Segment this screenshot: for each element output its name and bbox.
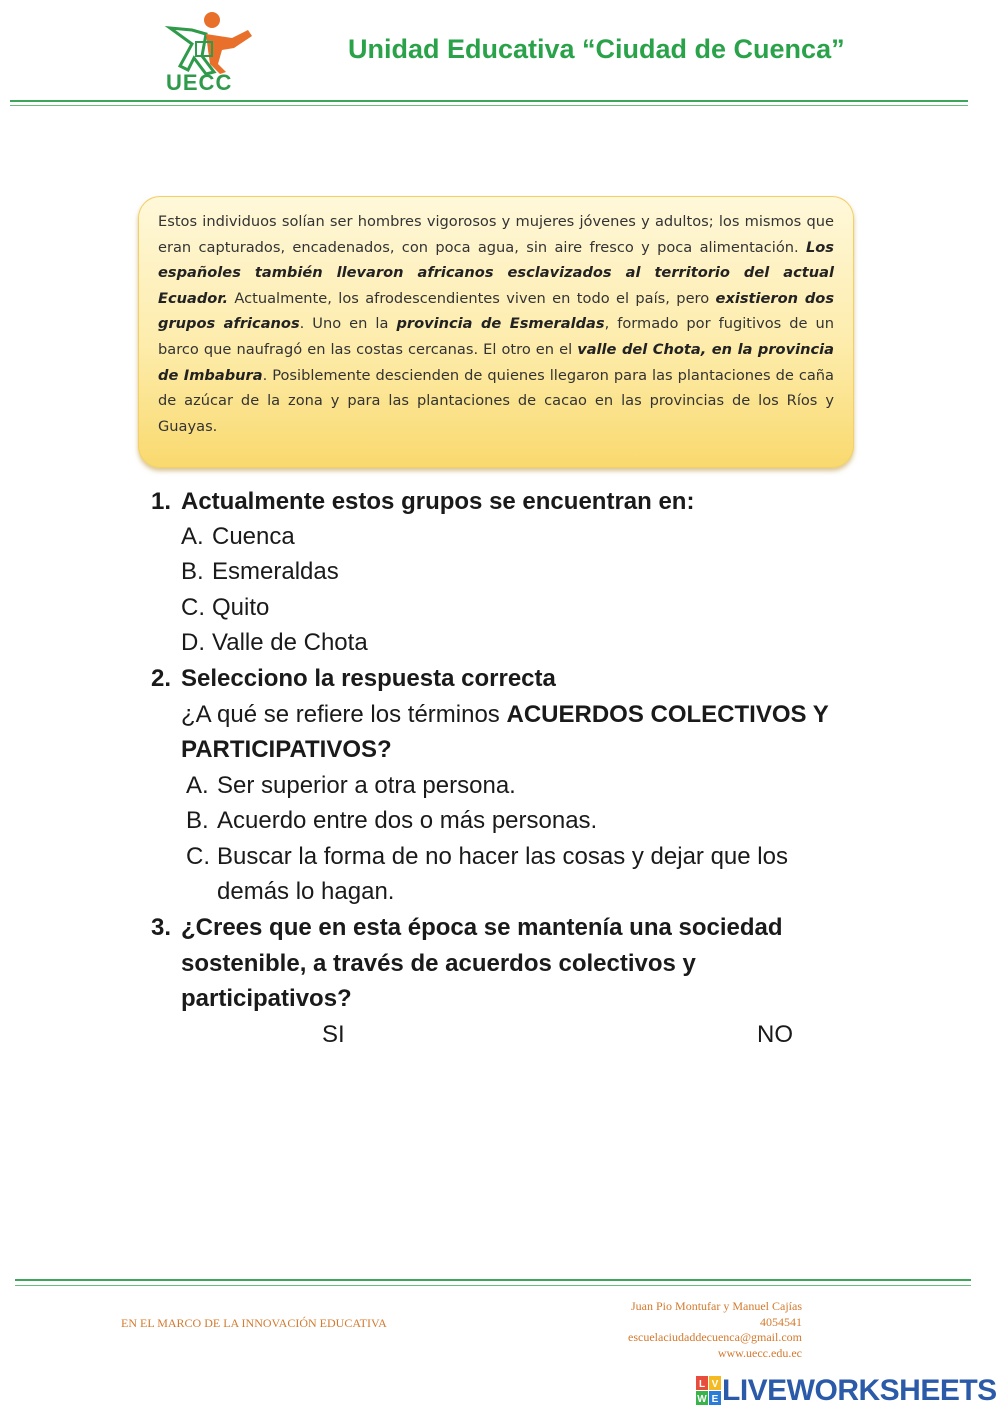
reading-sentence: . Posiblemente descienden de quienes llegaron para las plantaciones de caña de azúcar de la zona y para las plantaciones de cacao en las provincias de los Ríos y Guayas. — [158, 366, 834, 435]
answer-yes-option[interactable]: SI — [322, 1021, 345, 1048]
question-1-option-b[interactable] — [181, 558, 339, 586]
reading-emphasis: valle del Chota, en la provincia de Imbabura — [158, 340, 834, 384]
option-letter: C. — [186, 843, 210, 870]
question-1-text: Actualmente estos grupos se encuentran en: — [181, 488, 695, 515]
option-text: Quito — [212, 594, 270, 621]
question-1-option-c[interactable] — [181, 594, 269, 622]
badge-letter: V — [711, 1379, 719, 1390]
liveworksheets-text: LIVEWORKSHEETS — [722, 1374, 997, 1407]
badge-letter: W — [697, 1394, 707, 1405]
footer-divider-thin — [15, 1285, 971, 1286]
option-letter: B. — [181, 558, 204, 585]
option-text: Esmeraldas — [212, 558, 339, 585]
footer-contact — [560, 1299, 802, 1361]
question-2-option-c[interactable] — [186, 843, 788, 871]
footer-divider — [15, 1279, 971, 1281]
badge-letter: E — [711, 1394, 719, 1405]
footer-address: Juan Pio Montufar y Manuel Cajías — [631, 1299, 802, 1313]
reading-emphasis: existieron dos grupos africanos — [158, 289, 835, 333]
header-divider — [10, 100, 968, 102]
school-title: Unidad Educativa “Ciudad de Cuenca” — [348, 34, 845, 64]
prompt-plain: ¿A qué se refiere los términos — [181, 701, 500, 728]
reading-sentence: Estos individuos solían ser hombres vigorosos y mujeres jóvenes y adultos; los mismos que eran capturados, encadenados, con poca agua, sin aire fresco y poca alimentación. — [158, 213, 834, 256]
reading-emphasis: provincia de Esmeraldas — [396, 315, 605, 333]
reading-text — [158, 209, 834, 439]
option-text: Cuenca — [212, 523, 295, 550]
option-letter: C. — [181, 594, 205, 621]
liveworksheets-badge-icon — [696, 1376, 722, 1406]
reading-sentence: . Uno en la — [299, 315, 389, 333]
option-letter: A. — [186, 772, 209, 799]
question-3-line-3: participativos? — [181, 985, 352, 1012]
footer-phone: 4054541 — [760, 1314, 802, 1329]
question-2-option-a[interactable] — [186, 772, 516, 800]
footer-motto: EN EL MARCO DE LA INNOVACIÓN EDUCATIVA — [121, 1316, 387, 1330]
reading-box — [138, 196, 854, 468]
footer-website[interactable]: www.uecc.edu.ec — [717, 1345, 802, 1360]
prompt-bold: ACUERDOS COLECTIVOS Y — [506, 701, 829, 728]
question-3-line-2: sostenible, a través de acuerdos colectivos y — [181, 950, 696, 977]
liveworksheets-brand[interactable] — [696, 1374, 997, 1408]
reading-sentence: , formado por fugitivos de un barco que naufragó en las costas cercanas. El otro en el — [158, 315, 834, 358]
question-3-line-1: ¿Crees que en esta época se mantenía una sociedad — [181, 914, 783, 941]
logo-text: UECC — [166, 70, 233, 95]
option-text: Buscar la forma de no hacer las cosas y dejar que los — [217, 843, 788, 870]
option-letter: A. — [181, 523, 204, 550]
question-2-option-b[interactable] — [186, 807, 597, 835]
answer-no-option[interactable]: NO — [757, 1021, 793, 1048]
option-text: Ser superior a otra persona. — [217, 772, 516, 799]
option-text: Acuerdo entre dos o más personas. — [217, 807, 598, 834]
question-1-option-a[interactable] — [181, 523, 295, 551]
footer-email[interactable]: escuelaciudaddecuenca@gmail.com — [628, 1330, 802, 1344]
question-2-prompt — [181, 701, 829, 729]
badge-letter: L — [698, 1379, 706, 1390]
question-2-text: Selecciono la respuesta correcta — [181, 665, 556, 692]
reading-sentence: Actualmente, los afrodescendientes viven en todo el país, pero — [234, 289, 710, 307]
header-divider-thin — [10, 105, 968, 106]
question-1-number: 1. — [151, 488, 172, 515]
reading-emphasis: Los españoles también llevaron africanos esclavizados al territorio del actual Ecuador. — [158, 238, 834, 307]
question-1-option-d[interactable] — [181, 629, 368, 657]
question-3-number: 3. — [151, 914, 172, 941]
question-2-option-c-cont: demás lo hagan. — [217, 878, 395, 905]
option-text: Valle de Chota — [212, 629, 368, 656]
question-2-number: 2. — [151, 665, 172, 692]
question-2-prompt-cont: PARTICIPATIVOS? — [181, 736, 392, 763]
option-letter: D. — [181, 629, 205, 656]
option-letter: B. — [186, 807, 209, 834]
